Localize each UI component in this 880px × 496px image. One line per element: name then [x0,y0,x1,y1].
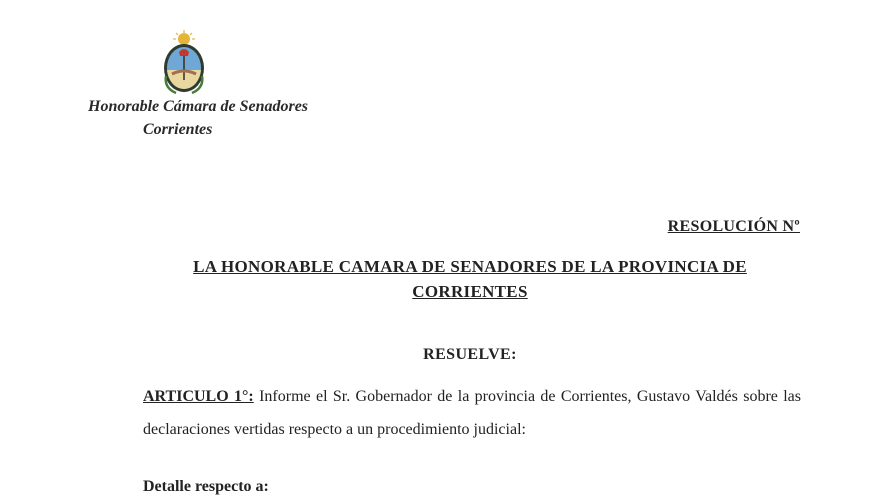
coat-of-arms-icon [160,30,208,96]
article-1-label: ARTICULO 1°: [143,388,254,405]
title-line-1: LA HONORABLE CAMARA DE SENADORES DE LA PROVINCIA DE [193,257,747,276]
title-line-2: CORRIENTES [412,282,528,301]
institution-name: Honorable Cámara de Senadores [88,98,309,115]
province-name: Corrientes [143,121,213,138]
document-title [140,254,800,304]
article-1-text: Informe el Sr. Gobernador de la provincia de Corrientes, Gustavo Valdés sobre las declaraciones vertidas respecto a un procedimiento judicial: [143,388,801,438]
resolution-number-label: RESOLUCIÓN Nº [667,218,800,235]
detalle-heading: Detalle respecto a: [143,478,269,495]
resuelve-heading: RESUELVE: [423,346,517,363]
article-1-paragraph [143,380,801,446]
